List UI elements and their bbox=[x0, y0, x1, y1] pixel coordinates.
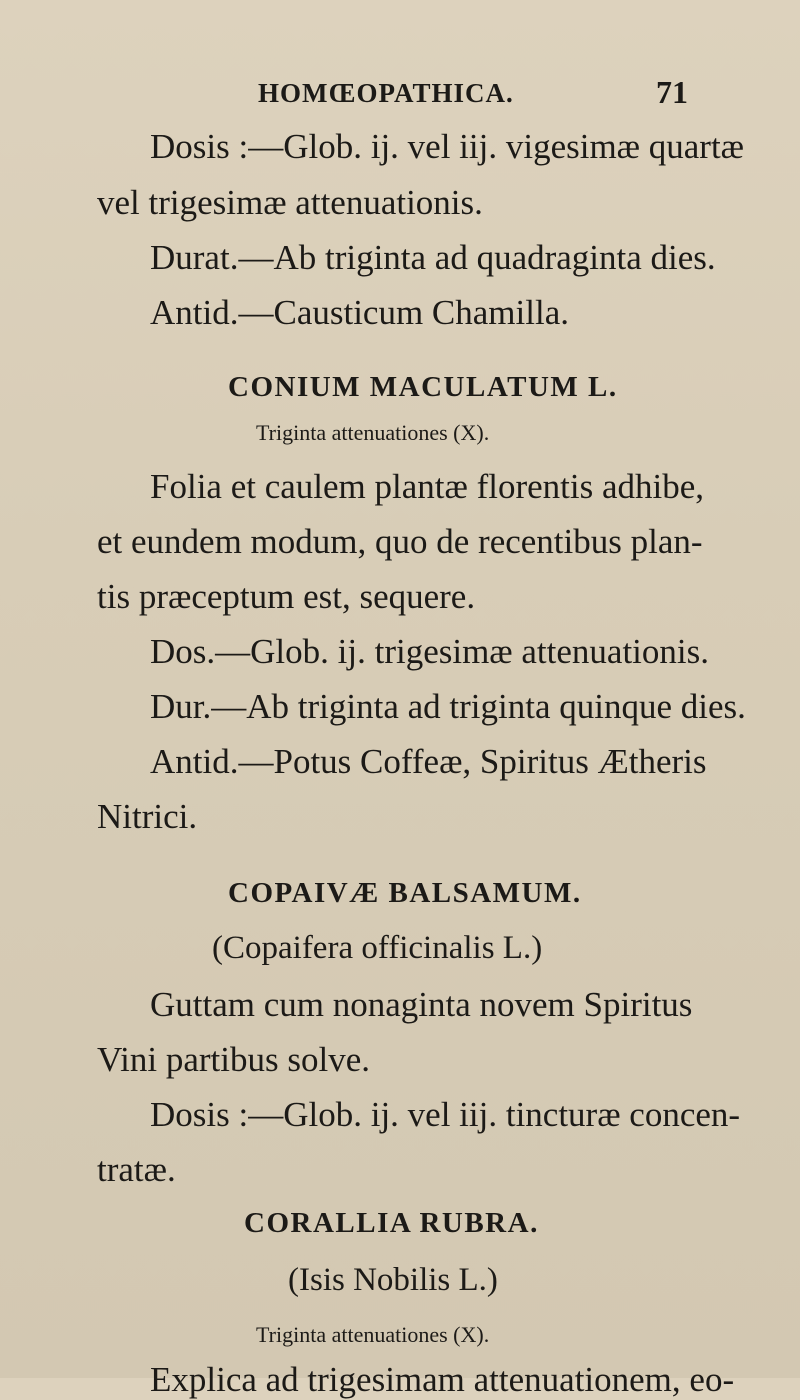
conium-dur: Dur.—Ab triginta ad triginta quinque dies. bbox=[150, 687, 746, 726]
copaiva-dosis-line-1: Dosis :—Glob. ij. vel iij. tincturæ concen- bbox=[150, 1095, 741, 1134]
corallia-subtitle: (Isis Nobilis L.) bbox=[288, 1262, 498, 1298]
corallia-para-line-1: Explica ad trigesimam attenuationem, eo- bbox=[150, 1360, 735, 1399]
intro-line-1: Dosis :—Glob. ij. vel iij. vigesimæ quartæ bbox=[150, 127, 745, 166]
copaiva-heading: COPAIVÆ BALSAMUM. bbox=[228, 877, 582, 909]
conium-antid-line-1: Antid.—Potus Coffeæ, Spiritus Ætheris bbox=[150, 742, 707, 781]
copaiva-para-line-1: Guttam cum nonaginta novem Spiritus bbox=[150, 985, 693, 1024]
copaiva-dosis-line-2: tratæ. bbox=[97, 1150, 176, 1189]
copaiva-subtitle: (Copaifera officinalis L.) bbox=[212, 930, 543, 966]
conium-para-line-1: Folia et caulem plantæ florentis adhibe, bbox=[150, 467, 705, 506]
intro-line-2: vel trigesimæ attenuationis. bbox=[97, 183, 483, 222]
page-header bbox=[0, 74, 800, 118]
running-title: HOMŒOPATHICA. bbox=[258, 78, 514, 108]
conium-para-line-3: tis præceptum est, sequere. bbox=[97, 577, 476, 616]
page-number: 71 bbox=[656, 74, 688, 110]
conium-antid-line-2: Nitrici. bbox=[97, 797, 198, 836]
copaiva-para-line-2: Vini partibus solve. bbox=[97, 1040, 371, 1079]
conium-note: Triginta attenuationes (X). bbox=[256, 420, 490, 445]
conium-para-line-2: et eundem modum, quo de recentibus plan- bbox=[97, 522, 703, 561]
conium-dos: Dos.—Glob. ij. trigesimæ attenuationis. bbox=[150, 632, 709, 671]
intro-antid: Antid.—Causticum Chamilla. bbox=[150, 293, 569, 332]
corallia-heading: CORALLIA RUBRA. bbox=[244, 1207, 539, 1239]
conium-heading: CONIUM MACULATUM L. bbox=[228, 371, 618, 403]
corallia-note: Triginta attenuationes (X). bbox=[256, 1322, 490, 1347]
intro-durat: Durat.—Ab triginta ad quadraginta dies. bbox=[150, 238, 716, 277]
